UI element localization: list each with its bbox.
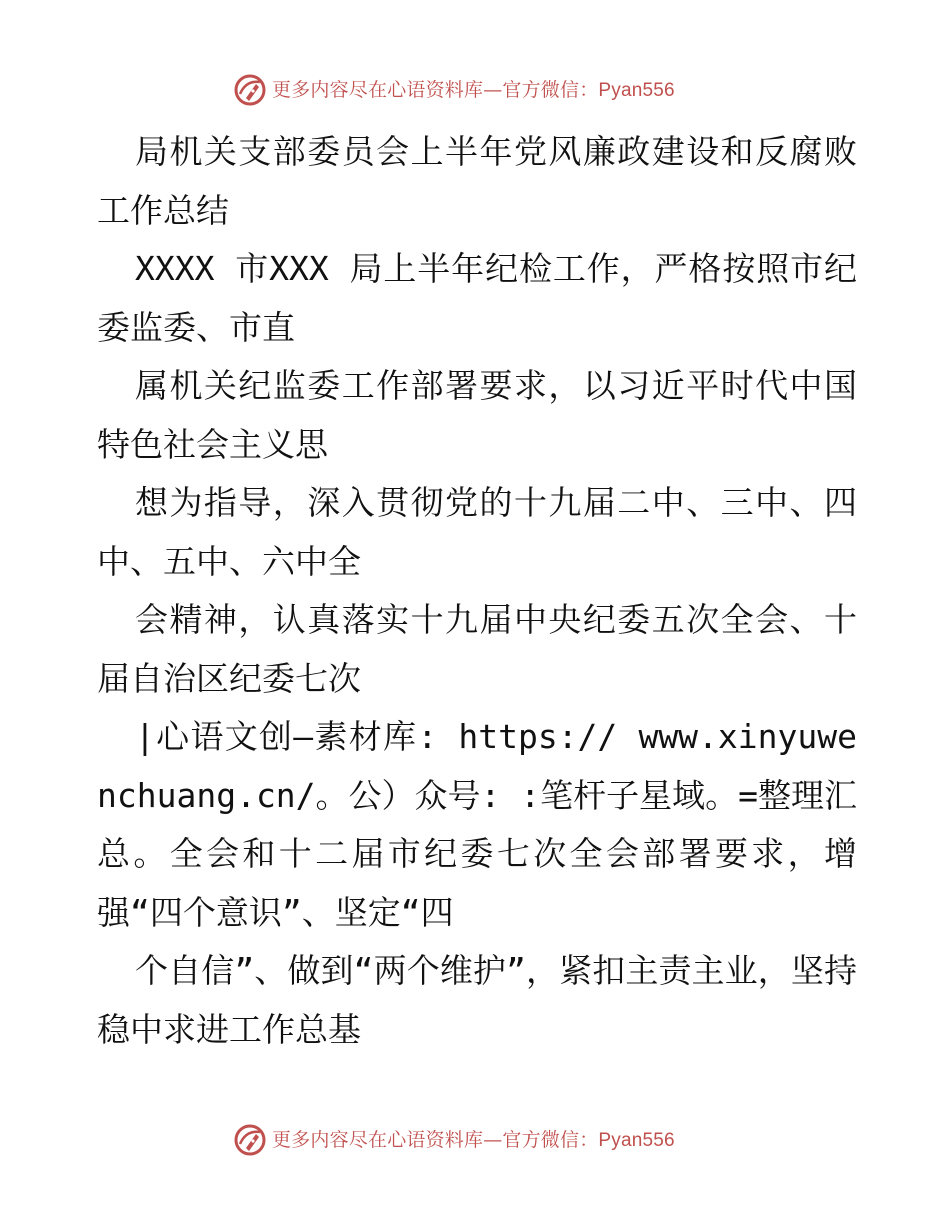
pen-nib-swirl-icon: [232, 1122, 268, 1158]
header-banner-text: 更多内容尽在心语资料库—官方微信：Pyan556: [272, 79, 675, 101]
wechat-id: Pyan556: [598, 80, 675, 101]
document-body: [97, 123, 857, 1059]
wechat-id: Pyan556: [598, 1130, 675, 1151]
paragraph-5: |心语文创—素材库: https:// www.xinyuwenchuang.cn/。公）众号: :笔杆子星域。=整理汇总。全会和十二届市纪委七次全会部署要求，增强“四个意识”、坚定“四: [97, 717, 858, 932]
footer-banner: [0, 1120, 950, 1160]
footer-banner-text: 更多内容尽在心语资料库—官方微信：Pyan556: [272, 1129, 675, 1151]
paragraph-3: 想为指导，深入贯彻党的十九届二中、三中、四中、五中、六中全: [97, 483, 857, 581]
paragraph-4: 会精神，认真落实十九届中央纪委五次全会、十届自治区纪委七次: [97, 600, 857, 698]
document-title: 局机关支部委员会上半年党风廉政建设和反腐败工作总结: [97, 132, 857, 230]
pen-nib-swirl-icon: [232, 72, 268, 108]
paragraph-1: XXXX 市XXX 局上半年纪检工作，严格按照市纪委监委、市直: [97, 249, 857, 347]
header-banner: [0, 70, 950, 110]
paragraph-6: 个自信”、做到“两个维护”，紧扣主责主业，坚持稳中求进工作总基: [97, 951, 857, 1049]
paragraph-2: 属机关纪监委工作部署要求，以习近平时代中国特色社会主义思: [97, 366, 857, 464]
